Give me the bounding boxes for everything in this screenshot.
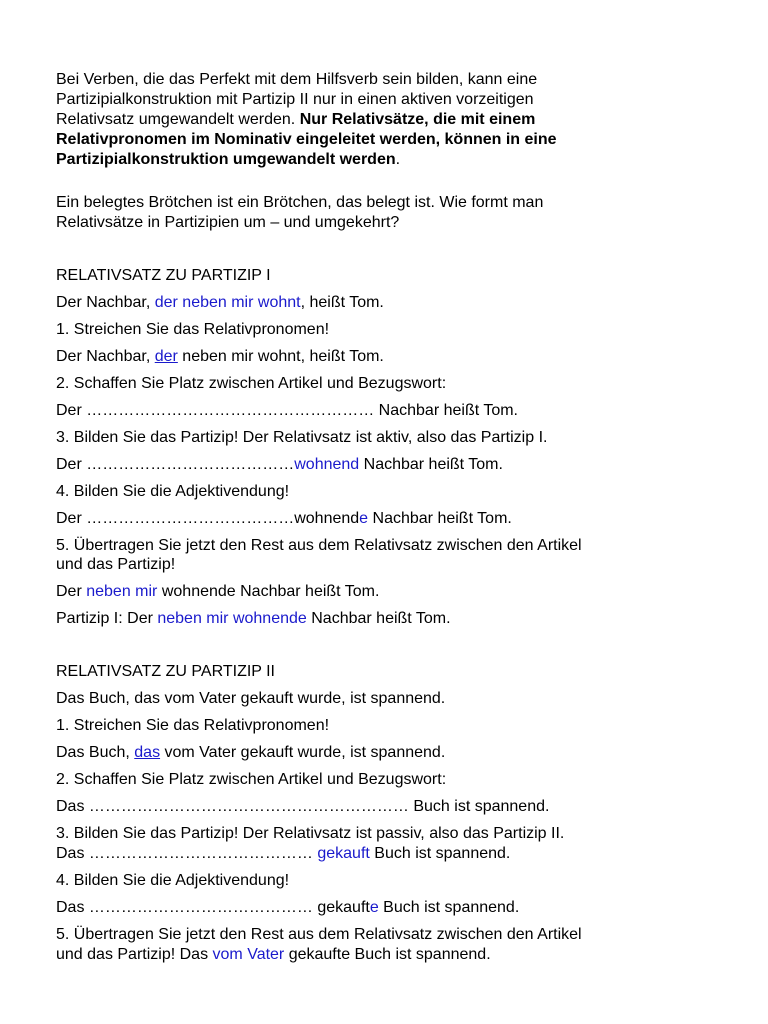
p1-step-1-example-start: Der Nachbar, bbox=[56, 348, 155, 365]
p1-relative-pronoun: der bbox=[154, 348, 178, 365]
intro-line-5-bold: Partizipialkonstruktion umgewandelt werden bbox=[56, 151, 396, 168]
p2-example: Das Buch, das vom Vater gekauft wurde, ist spannend. bbox=[56, 690, 446, 707]
p1-step-1: 1. Streichen Sie das Relativpronomen! bbox=[56, 321, 330, 338]
p2-step-4-example bbox=[56, 898, 519, 918]
p2-step-3-example-start: Das …………………………………… bbox=[56, 845, 318, 862]
p1-step-3-example-start: Der ………………………………… bbox=[56, 456, 295, 473]
p1-step-3-example bbox=[56, 455, 503, 475]
p1-step-4: 4. Bilden Sie die Adjektivendung! bbox=[56, 483, 290, 500]
p1-step-3: 3. Bilden Sie das Partizip! Der Relativsatz ist aktiv, also das Partizip I. bbox=[56, 429, 548, 446]
p2-step-4: 4. Bilden Sie die Adjektivendung! bbox=[56, 872, 290, 889]
p1-example bbox=[56, 293, 384, 313]
p2-moved-phrase: vom Vater bbox=[212, 946, 285, 963]
p1-step-3-example-end: Nachbar heißt Tom. bbox=[359, 456, 503, 473]
p1-example-start: Der Nachbar, bbox=[56, 294, 155, 311]
p1-step-4-example-end: Nachbar heißt Tom. bbox=[368, 510, 512, 527]
p1-step-5-line-1: 5. Übertragen Sie jetzt den Rest aus dem Relativsatz zwischen den Artikel bbox=[56, 537, 582, 554]
p2-step-3: 3. Bilden Sie das Partizip! Der Relativsatz ist passiv, also das Partizip II. bbox=[56, 825, 565, 842]
question-line-1: Ein belegtes Brötchen ist ein Brötchen, das belegt ist. Wie formt man bbox=[56, 194, 544, 211]
p2-step-1-example-start: Das Buch, bbox=[56, 744, 135, 761]
p1-step-1-example bbox=[56, 347, 384, 367]
p1-step-4-example-start: Der …………………………………wohnend bbox=[56, 510, 360, 527]
p1-example-relative-clause: der neben mir wohnt bbox=[154, 294, 301, 311]
p1-result-end: Nachbar heißt Tom. bbox=[306, 610, 451, 627]
p1-step-5-line-2: und das Partizip! bbox=[56, 556, 176, 573]
p1-adjective-ending: e bbox=[359, 510, 369, 527]
p1-result-start: Partizip I: Der bbox=[56, 610, 158, 627]
p1-step-4-example bbox=[56, 509, 512, 529]
intro-line-3-bold: Nur Relativsätze, die mit einem bbox=[299, 111, 536, 128]
p2-step-5-line-2 bbox=[56, 945, 491, 965]
p2-adjective-ending: e bbox=[369, 899, 379, 916]
intro-line-3-plain: Relativsatz umgewandelt werden. bbox=[56, 111, 300, 128]
intro-line-3 bbox=[56, 110, 535, 130]
p1-result-phrase: neben mir wohnende bbox=[157, 610, 307, 627]
intro-line-1: Bei Verben, die das Perfekt mit dem Hilfsverb sein bilden, kann eine bbox=[56, 71, 538, 88]
p1-step-5-example bbox=[56, 582, 379, 602]
p2-step-1-example bbox=[56, 743, 445, 763]
intro-line-5-tail: . bbox=[395, 151, 401, 168]
p2-step-5-line-2-start: und das Partizip! Das bbox=[56, 946, 213, 963]
p1-step-2: 2. Schaffen Sie Platz zwischen Artikel und Bezugswort: bbox=[56, 375, 447, 392]
p1-result bbox=[56, 609, 451, 629]
intro-line-5 bbox=[56, 150, 400, 170]
p2-step-5-line-1: 5. Übertragen Sie jetzt den Rest aus dem Relativsatz zwischen den Artikel bbox=[56, 926, 582, 943]
p1-step-5-example-end: wohnende Nachbar heißt Tom. bbox=[157, 583, 380, 600]
p2-step-2: 2. Schaffen Sie Platz zwischen Artikel und Bezugswort: bbox=[56, 771, 447, 788]
p1-step-5-example-start: Der bbox=[56, 583, 87, 600]
p2-step-1: 1. Streichen Sie das Relativpronomen! bbox=[56, 717, 330, 734]
p1-participle: wohnend bbox=[294, 456, 360, 473]
p2-relative-pronoun: das bbox=[134, 744, 161, 761]
p1-step-1-example-end: neben mir wohnt, heißt Tom. bbox=[177, 348, 384, 365]
p2-step-4-example-start: Das …………………………………… gekauft bbox=[56, 899, 370, 916]
p2-step-5-line-2-end: gekaufte Buch ist spannend. bbox=[284, 946, 491, 963]
intro-line-2: Partizipialkonstruktion mit Partizip II nur in einen aktiven vorzeitigen bbox=[56, 91, 534, 108]
p2-step-2-example: Das …………………………………………………… Buch ist spannend. bbox=[56, 798, 550, 815]
p1-step-2-example: Der ……………………………………………… Nachbar heißt Tom. bbox=[56, 402, 518, 419]
p1-example-end: , heißt Tom. bbox=[300, 294, 384, 311]
p2-step-4-example-end: Buch ist spannend. bbox=[378, 899, 520, 916]
p2-step-3-example-end: Buch ist spannend. bbox=[369, 845, 511, 862]
section-heading-partizip-2: RELATIVSATZ ZU PARTIZIP II bbox=[56, 663, 275, 680]
intro-line-4: Relativpronomen im Nominativ eingeleitet werden, können in eine bbox=[56, 131, 557, 148]
p2-step-3-example bbox=[56, 844, 510, 864]
p1-moved-phrase: neben mir bbox=[86, 583, 158, 600]
p2-participle: gekauft bbox=[317, 845, 370, 862]
section-heading-partizip-1: RELATIVSATZ ZU PARTIZIP I bbox=[56, 267, 271, 284]
p2-step-1-example-end: vom Vater gekauft wurde, ist spannend. bbox=[160, 744, 446, 761]
question-line-2: Relativsätze in Partizipien um – und umgekehrt? bbox=[56, 214, 400, 231]
